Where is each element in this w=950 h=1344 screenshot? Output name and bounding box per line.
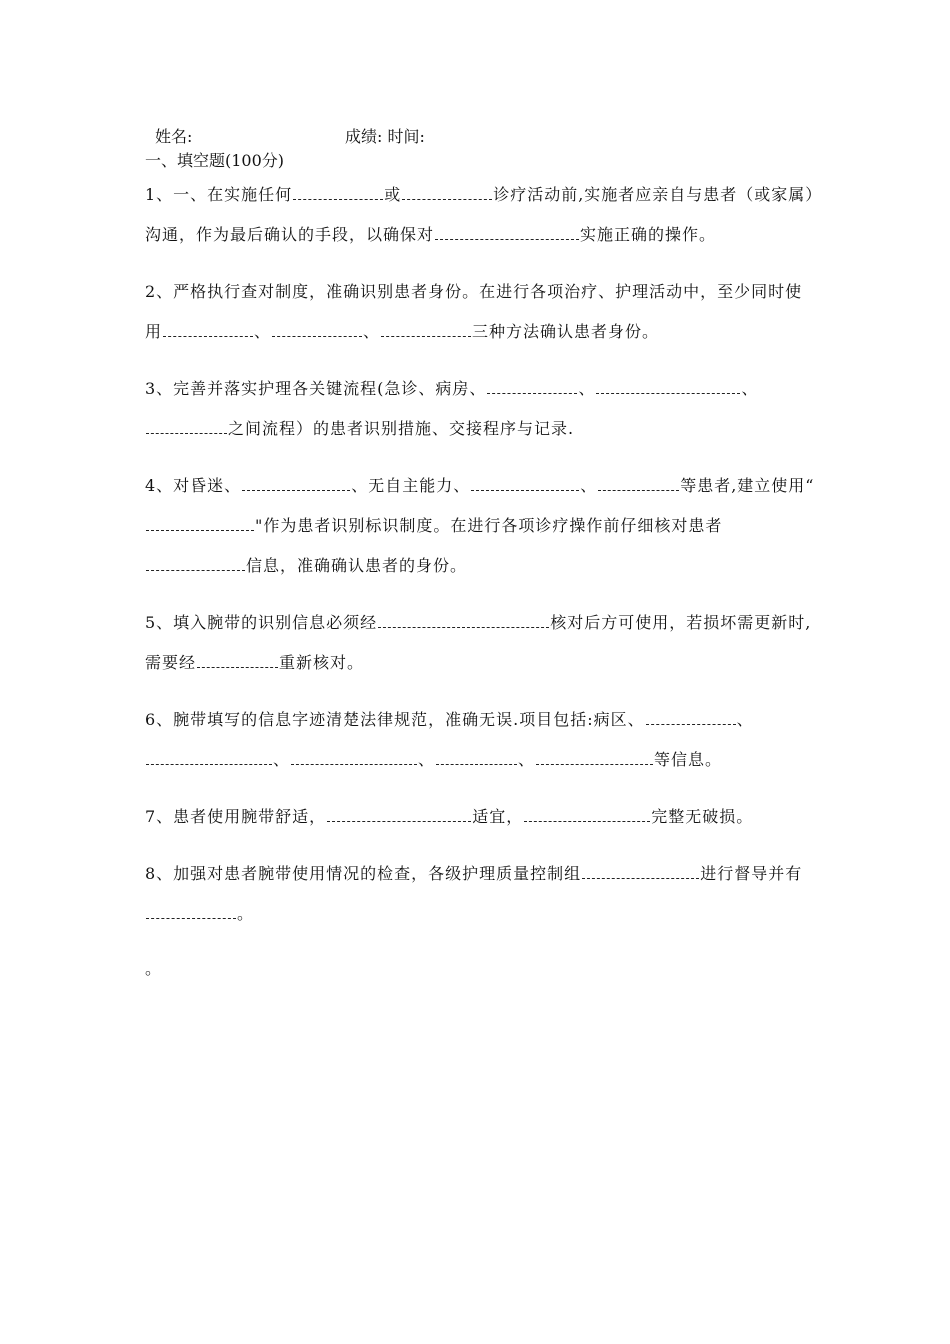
answer-blank[interactable]	[146, 569, 245, 571]
answer-blank[interactable]	[435, 238, 579, 240]
score-time-label: 成绩: 时间:	[345, 127, 425, 146]
question-text: 2、严格执行查对制度，准确识别患者身份。在进行各项治疗、护理活动中，至少同时使用	[145, 282, 803, 341]
question-text: 、	[578, 379, 596, 398]
question-text: 等信息。	[654, 750, 723, 769]
question-2	[145, 272, 815, 352]
question-text: 完整无破损。	[651, 807, 754, 826]
name-label: 姓名:	[155, 127, 193, 146]
answer-blank[interactable]	[582, 877, 699, 879]
question-6	[145, 700, 815, 780]
question-text: 3、完善并落实护理各关键流程(急诊、病房、	[145, 379, 487, 398]
question-text: 7、患者使用腕带舒适，	[145, 807, 327, 826]
question-text: 等患者,建立使用“	[680, 476, 815, 495]
question-text: 核对后方可使用，若损坏需更新时,需要经	[145, 613, 812, 672]
question-text: 、无自主能力、	[351, 476, 471, 495]
question-text: 适宜，	[472, 807, 524, 826]
question-text: 8、加强对患者腕带使用情况的检查，各级护理质量控制组	[145, 864, 582, 883]
question-text: 三种方法确认患者身份。	[472, 322, 660, 341]
question-5	[145, 603, 815, 683]
answer-blank[interactable]	[327, 820, 471, 822]
question-text: 、	[254, 322, 272, 341]
question-text: 、	[518, 750, 536, 769]
answer-blank[interactable]	[381, 335, 471, 337]
question-text: 、	[273, 750, 291, 769]
question-text: 5、填入腕带的识别信息必须经	[145, 613, 378, 632]
question-3	[145, 369, 815, 449]
question-text: 信息，准确确认患者的身份。	[246, 556, 468, 575]
question-text: 诊疗活动前,实施者应亲自与患者（或家属）沟通，作为最后确认的手段，以确保对	[145, 185, 815, 244]
answer-blank[interactable]	[146, 917, 236, 919]
question-text: 、	[418, 750, 436, 769]
question-text: 6、腕带填写的信息字迹清楚法律规范，准确无误.项目包括:病区、	[145, 710, 645, 729]
exam-header	[155, 126, 425, 148]
question-text: 、	[363, 322, 381, 341]
answer-blank[interactable]	[378, 626, 549, 628]
answer-blank[interactable]	[146, 529, 254, 531]
question-1	[145, 175, 815, 255]
answer-blank[interactable]	[242, 489, 350, 491]
answer-blank[interactable]	[272, 335, 362, 337]
answer-blank[interactable]	[146, 763, 272, 765]
question-text: "作为患者识别标识制度。在进行各项诊疗操作前仔细核对患者	[255, 516, 723, 535]
section-title: 一、填空题(100分)	[145, 151, 285, 170]
answer-blank[interactable]	[293, 198, 383, 200]
question-text: 4、对昏迷、	[145, 476, 242, 495]
question-text: 1、一、在实施任何	[145, 185, 293, 204]
answer-blank[interactable]	[197, 666, 278, 668]
answer-blank[interactable]	[146, 432, 227, 434]
question-4	[145, 466, 815, 586]
question-8	[145, 854, 815, 934]
answer-blank[interactable]	[524, 820, 650, 822]
answer-blank[interactable]	[471, 489, 579, 491]
question-text: 。	[237, 904, 255, 923]
answer-blank[interactable]	[646, 723, 736, 725]
question-text: 、	[580, 476, 598, 495]
trailing-mark: 。	[145, 959, 162, 978]
question-text: 或	[384, 185, 402, 204]
answer-blank[interactable]	[596, 392, 740, 394]
question-text: 、	[736, 710, 754, 729]
question-list	[145, 175, 815, 951]
question-text: 实施正确的操作。	[580, 225, 717, 244]
answer-blank[interactable]	[291, 763, 417, 765]
question-7	[145, 797, 815, 837]
question-text: 之间流程）的患者识别措施、交接程序与记录.	[228, 419, 575, 438]
answer-blank[interactable]	[598, 489, 679, 491]
answer-blank[interactable]	[163, 335, 253, 337]
question-text: 进行督导并有	[700, 864, 803, 883]
question-text: 重新核对。	[279, 653, 365, 672]
answer-blank[interactable]	[536, 763, 653, 765]
answer-blank[interactable]	[487, 392, 577, 394]
answer-blank[interactable]	[402, 198, 492, 200]
question-text: 、	[741, 379, 759, 398]
answer-blank[interactable]	[436, 763, 517, 765]
